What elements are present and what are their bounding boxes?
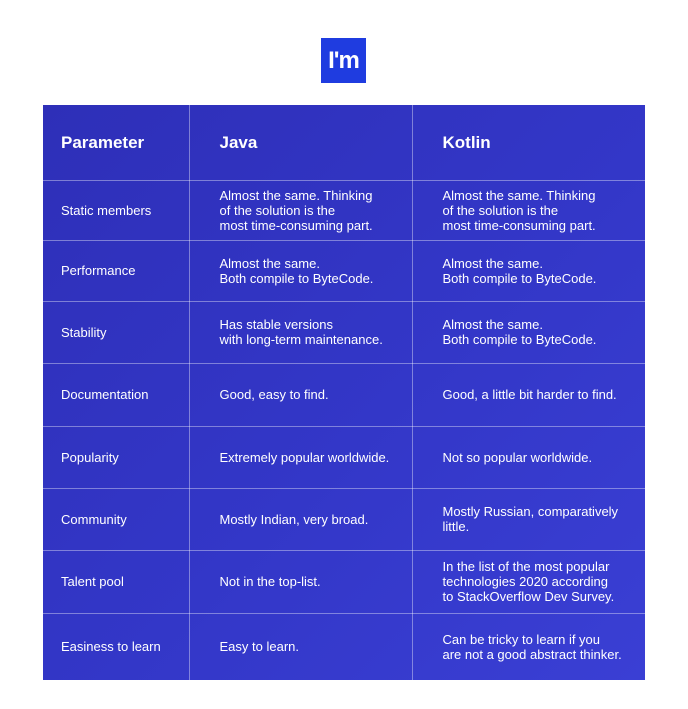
row-kotlin-value: Almost the same. Both compile to ByteCode. (412, 240, 645, 301)
table-row (43, 363, 645, 426)
header-kotlin: Kotlin (412, 105, 645, 180)
row-parameter: Talent pool (43, 550, 189, 613)
row-java-value: Easy to learn. (189, 613, 412, 680)
row-kotlin-value: Good, a little bit harder to find. (412, 363, 645, 426)
table-row (43, 426, 645, 488)
row-kotlin-value: Mostly Russian, comparatively little. (412, 488, 645, 550)
row-java-value: Mostly Indian, very broad. (189, 488, 412, 550)
header-java: Java (189, 105, 412, 180)
table-row (43, 240, 645, 301)
row-parameter: Static members (43, 180, 189, 240)
table-header-row (43, 105, 645, 180)
brand-logo: I'm (321, 38, 366, 83)
row-kotlin-value: Almost the same. Thinking of the solution is the most time-consuming part. (412, 180, 645, 240)
header-parameter: Parameter (43, 105, 189, 180)
row-java-value: Not in the top-list. (189, 550, 412, 613)
row-parameter: Popularity (43, 426, 189, 488)
row-java-value: Almost the same. Both compile to ByteCode. (189, 240, 412, 301)
comparison-table (43, 105, 645, 680)
row-java-value: Almost the same. Thinking of the solution is the most time-consuming part. (189, 180, 412, 240)
row-parameter: Documentation (43, 363, 189, 426)
row-parameter: Stability (43, 301, 189, 363)
row-kotlin-value: Not so popular worldwide. (412, 426, 645, 488)
table-row (43, 488, 645, 550)
table-row (43, 550, 645, 613)
row-java-value: Extremely popular worldwide. (189, 426, 412, 488)
row-parameter: Easiness to learn (43, 613, 189, 680)
comparison-table-container (43, 105, 645, 680)
row-kotlin-value: In the list of the most popular technologies 2020 according to StackOverflow Dev Survey. (412, 550, 645, 613)
row-java-value: Good, easy to find. (189, 363, 412, 426)
row-parameter: Community (43, 488, 189, 550)
row-kotlin-value: Almost the same. Both compile to ByteCode. (412, 301, 645, 363)
row-kotlin-value: Can be tricky to learn if you are not a good abstract thinker. (412, 613, 645, 680)
row-java-value: Has stable versions with long-term maintenance. (189, 301, 412, 363)
table-row (43, 613, 645, 680)
table-row (43, 301, 645, 363)
table-row (43, 180, 645, 240)
row-parameter: Performance (43, 240, 189, 301)
